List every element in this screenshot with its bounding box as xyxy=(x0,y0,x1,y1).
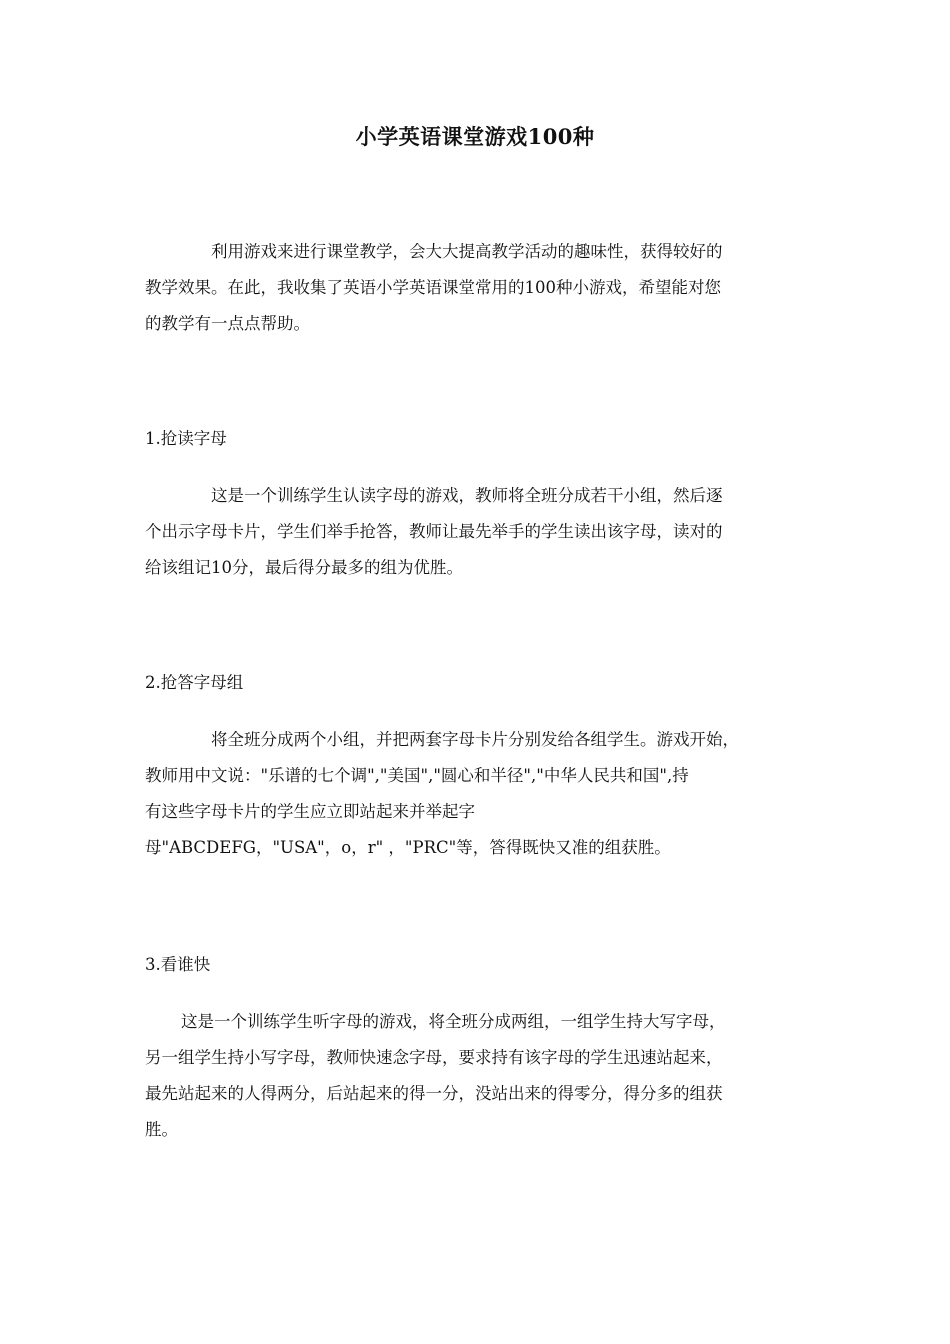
paragraph-line: 个出示字母卡片，学生们举手抢答，教师让最先举手的学生读出该字母，读对的 xyxy=(145,522,723,541)
section-2-paragraph xyxy=(145,722,810,866)
section-heading-2: 2.抢答字母组 xyxy=(145,673,244,692)
paragraph-line: 教学效果。在此，我收集了英语小学英语课堂常用的100种小游戏，希望能对您 xyxy=(145,278,721,297)
paragraph-line: 有这些字母卡片的学生应立即站起来并举起字 xyxy=(145,802,475,821)
section-3-paragraph xyxy=(145,1004,810,1148)
paragraph-line: 母"ABCDEFG，"USA"，o，r" ，"PRC"等，答得既快又准的组获胜。 xyxy=(145,838,671,857)
paragraph-line: 另一组学生持小写字母，教师快速念字母，要求持有该字母的学生迅速站起来， xyxy=(145,1048,723,1067)
paragraph-line: 的教学有一点点帮助。 xyxy=(145,314,310,333)
section-heading-3: 3.看谁快 xyxy=(145,955,211,974)
paragraph-line: 给该组记10分，最后得分最多的组为优胜。 xyxy=(145,558,463,577)
intro-paragraph xyxy=(145,234,810,342)
section-1-paragraph xyxy=(145,478,810,586)
section-heading-1: 1.抢读字母 xyxy=(145,429,227,448)
paragraph-line: 教师用中文说："乐谱的七个调","美国","圆心和半径","中华人民共和国",持 xyxy=(145,766,689,785)
paragraph-line: 利用游戏来进行课堂教学，会大大提高教学活动的趣味性，获得较好的 xyxy=(211,242,723,261)
document-title: 小学英语课堂游戏100种 xyxy=(355,124,595,149)
paragraph-line: 这是一个训练学生听字母的游戏，将全班分成两组，一组学生持大写字母， xyxy=(181,1012,726,1031)
paragraph-line: 这是一个训练学生认读字母的游戏，教师将全班分成若干小组，然后逐 xyxy=(211,486,723,505)
paragraph-line: 将全班分成两个小组，并把两套字母卡片分别发给各组学生。游戏开始， xyxy=(211,730,739,749)
paragraph-line: 胜。 xyxy=(145,1120,178,1139)
paragraph-line: 最先站起来的人得两分，后站起来的得一分，没站出来的得零分，得分多的组获 xyxy=(145,1084,723,1103)
